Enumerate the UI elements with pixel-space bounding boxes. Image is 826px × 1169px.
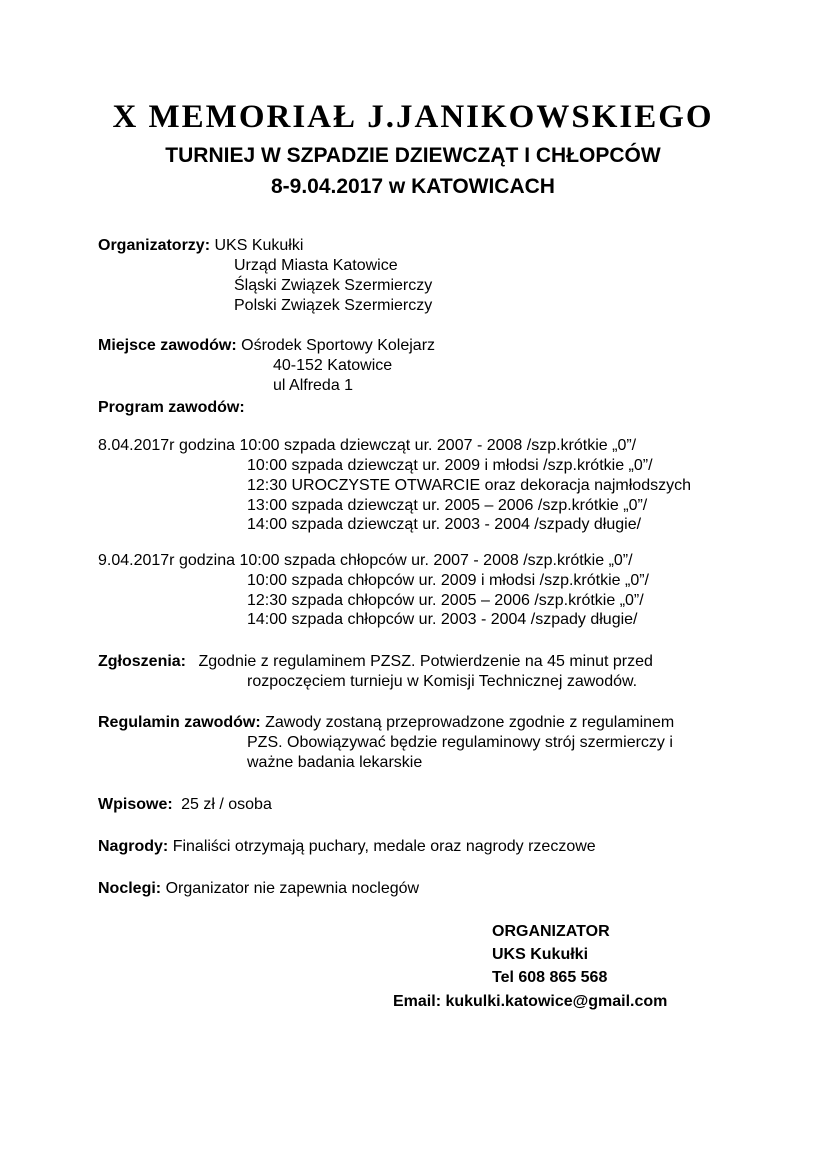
venue-postcode: 40-152 Katowice	[273, 357, 393, 374]
contact-name: UKS Kukułki	[492, 946, 589, 963]
rules-label: Regulamin zawodów:	[98, 714, 261, 731]
registration-text: Zgodnie z regulaminem PZSZ. Potwierdzenie na 45 minut przed	[198, 653, 653, 670]
organizer-item: UKS Kukułki	[214, 237, 304, 254]
event-dates: 8-9.04.2017 w KATOWICACH	[271, 175, 555, 198]
program-label: Program zawodów:	[98, 399, 245, 416]
program-day1-line	[98, 436, 636, 456]
venue-label: Miejsce zawodów:	[98, 337, 237, 354]
contact-phone: Tel 608 865 568	[492, 969, 608, 986]
program-item: 10:00 szpada chłopców ur. 2007 - 2008 /szp.krótkie „0”/	[239, 552, 633, 569]
organizers-label: Organizatorzy:	[98, 237, 211, 254]
prizes-line	[98, 837, 596, 857]
rules-text: PZS. Obowiązywać będzie regulaminowy strój szermierczy i	[247, 734, 673, 751]
contact-heading: ORGANIZATOR	[492, 923, 610, 940]
prizes-label: Nagrody:	[98, 838, 169, 855]
program-day2-line	[98, 551, 633, 571]
lodging-value: Organizator nie zapewnia noclegów	[165, 880, 420, 897]
program-day1-prefix: 8.04.2017r godzina	[98, 437, 235, 454]
venue-name: Ośrodek Sportowy Kolejarz	[241, 337, 436, 354]
organizer-item: Śląski Związek Szermierczy	[234, 277, 433, 294]
lodging-label: Noclegi:	[98, 880, 162, 897]
contact-email: Email: kukulki.katowice@gmail.com	[393, 993, 668, 1010]
program-item: 10:00 szpada dziewcząt ur. 2007 - 2008 /szp.krótkie „0”/	[239, 437, 637, 454]
prizes-value: Finaliści otrzymają puchary, medale oraz nagrody rzeczowe	[172, 838, 596, 855]
rules-line	[98, 713, 674, 733]
organizer-item: Urząd Miasta Katowice	[234, 257, 398, 274]
fee-label: Wpisowe:	[98, 796, 173, 813]
program-item: 10:00 szpada chłopców ur. 2009 i młodsi /szp.krótkie „0”/	[247, 572, 649, 589]
venue-line	[98, 336, 435, 356]
fee-line	[98, 795, 272, 815]
registration-line	[98, 652, 653, 672]
rules-text: ważne badania lekarskie	[247, 754, 423, 771]
organizers-line	[98, 236, 303, 256]
organizer-item: Polski Związek Szermierczy	[234, 297, 433, 314]
registration-text: rozpoczęciem turnieju w Komisji Technicznej zawodów.	[247, 673, 638, 690]
program-item: 10:00 szpada dziewcząt ur. 2009 i młodsi /szp.krótkie „0”/	[247, 457, 653, 474]
document-subtitle: TURNIEJ W SZPADZIE DZIEWCZĄT I CHŁOPCÓW	[165, 144, 661, 167]
lodging-line	[98, 879, 419, 899]
venue-street: ul Alfreda 1	[273, 377, 354, 394]
program-day2-prefix: 9.04.2017r godzina	[98, 552, 235, 569]
registration-label: Zgłoszenia:	[98, 653, 187, 670]
program-item: 14:00 szpada chłopców ur. 2003 - 2004 /szpady długie/	[247, 611, 638, 628]
rules-text: Zawody zostaną przeprowadzone zgodnie z regulaminem	[265, 714, 675, 731]
program-item: 14:00 szpada dziewcząt ur. 2003 - 2004 /szpady długie/	[247, 516, 642, 533]
document-title: X MEMORIAŁ J.JANIKOWSKIEGO	[112, 99, 714, 135]
program-item: 12:30 szpada chłopców ur. 2005 – 2006 /szp.krótkie „0”/	[247, 592, 644, 609]
fee-value: 25 zł / osoba	[181, 796, 272, 813]
program-item: 13:00 szpada dziewcząt ur. 2005 – 2006 /szp.krótkie „0”/	[247, 497, 648, 514]
program-item: 12:30 UROCZYSTE OTWARCIE oraz dekoracja najmłodszych	[247, 477, 691, 494]
